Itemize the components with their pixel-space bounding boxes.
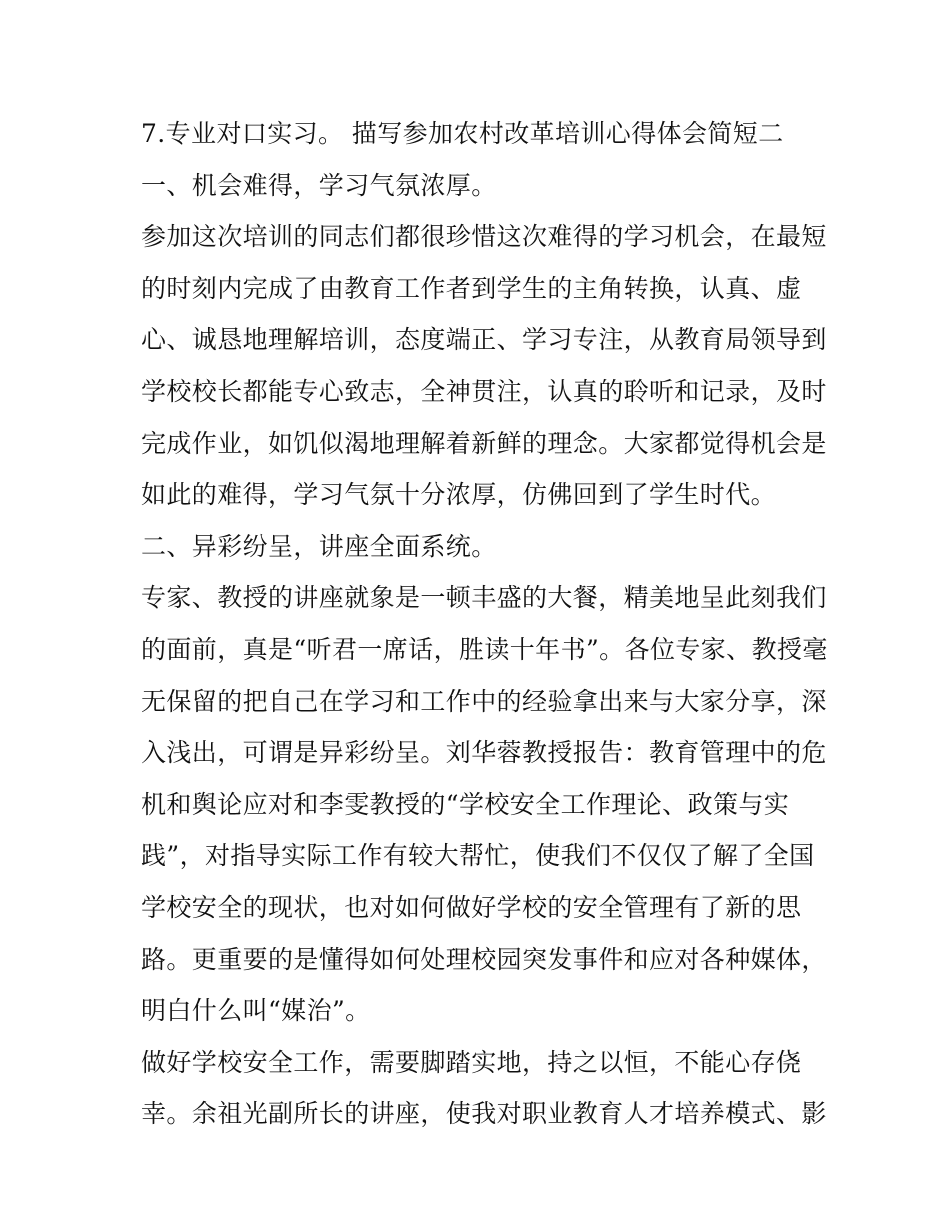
section-heading: 二、异彩纷呈，讲座全面系统。 bbox=[141, 531, 497, 561]
text-line: 无保留的把自己在学习和工作中的经验拿出来与大家分享，深 bbox=[141, 686, 827, 716]
text-line: 做好学校安全工作，需要脚踏实地，持之以恒，不能心存侥 bbox=[141, 1047, 802, 1077]
text-line: 完成作业，如饥似渴地理解着新鲜的理念。大家都觉得机会是 bbox=[141, 428, 827, 458]
text-line: 心、诚恳地理解培训，态度端正、学习专注，从教育局领导到 bbox=[141, 325, 827, 355]
text-line: 路。更重要的是懂得如何处理校园突发事件和应对各种媒体， bbox=[141, 944, 827, 974]
text-line: 7.专业对口实习。 描写参加农村改革培训心得体会简短二 bbox=[141, 119, 784, 148]
text-line: 参加这次培训的同志们都很珍惜这次难得的学习机会，在最短 bbox=[141, 222, 827, 252]
text-line: 如此的难得，学习气氛十分浓厚，仿佛回到了学生时代。 bbox=[141, 480, 777, 510]
text-line: 明白什么叫“媒治”。 bbox=[141, 996, 371, 1026]
text-line: 幸。余祖光副所长的讲座，使我对职业教育人才培养模式、影 bbox=[141, 1099, 827, 1129]
section-heading: 一、机会难得，学习气氛浓厚。 bbox=[141, 170, 497, 200]
text-line: 的面前，真是“听君一席话，胜读十年书”。各位专家、教授毫 bbox=[141, 634, 828, 664]
text-line: 学校安全的现状，也对如何做好学校的安全管理有了新的思 bbox=[141, 892, 802, 922]
document-body bbox=[141, 108, 828, 1140]
text-line: 践”，对指导实际工作有较大帮忙，使我们不仅仅了解了全国 bbox=[141, 841, 815, 871]
text-line: 的时刻内完成了由教育工作者到学生的主角转换，认真、虚 bbox=[141, 273, 802, 303]
text-line: 专家、教授的讲座就象是一顿丰盛的大餐，精美地呈此刻我们 bbox=[141, 583, 827, 613]
text-line: 学校校长都能专心致志，全神贯注，认真的聆听和记录，及时 bbox=[141, 376, 827, 406]
text-line: 入浅出，可谓是异彩纷呈。刘华蓉教授报告：教育管理中的危 bbox=[141, 738, 827, 768]
text-line: 机和舆论应对和李雯教授的“学校安全工作理论、政策与实 bbox=[141, 789, 790, 819]
